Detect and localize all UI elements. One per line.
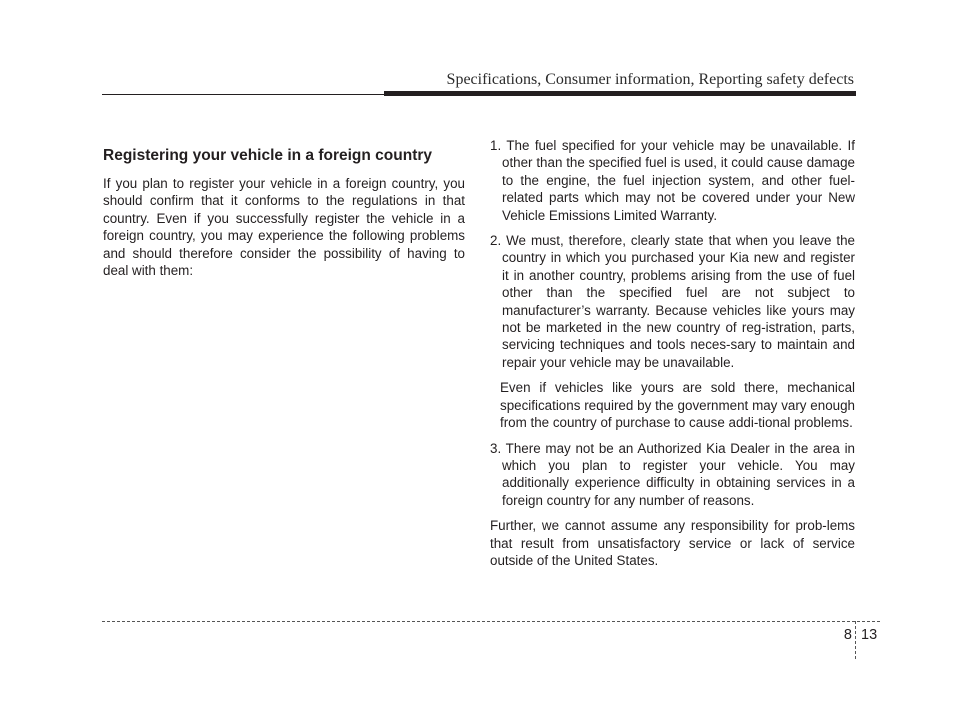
footer-dashed-rule — [102, 621, 880, 622]
list-item-2: 2. We must, therefore, clearly state that when you leave the country in which you purchased your Kia new and register it in another country, problems arising from the use of fuel other than the specified fuel are not subject to manufacturer’s warranty. Because vehicles like yours may not be marketed in the new country of reg-istration, parts, servicing techniques and tools neces-sary to maintain and repair your vehicle may be unavailable. — [490, 233, 855, 370]
section-heading: Registering your vehicle in a foreign country — [103, 147, 433, 164]
footer-dashed-divider — [855, 621, 856, 659]
header-rule-thick — [384, 91, 856, 96]
right-column — [490, 137, 855, 569]
list-item-1: 1. The fuel specified for your vehicle may be unavailable. If other than the specified fuel is used, it could cause damage to the engine, the fuel injection system, and other fuel-related parts which may not be covered under your New Vehicle Emissions Limited Warranty. — [490, 138, 855, 223]
left-column — [103, 147, 465, 279]
header-title: Specifications, Consumer information, Reporting safety defects — [446, 71, 854, 88]
page-number: 13 — [861, 627, 878, 643]
list-item-3: 3. There may not be an Authorized Kia Dealer in the area in which you plan to register your vehicle. You may additionally experience difficulty in obtaining services in a foreign country for any number of reasons. — [490, 440, 855, 508]
intro-paragraph: If you plan to register your vehicle in a foreign country, you should confirm that it conforms to the regulations in that country. Even if you successfully register the vehicle in a foreign country, you may experience the following problems and should therefore consider the possibility of having to deal with them: — [103, 176, 465, 279]
chapter-number: 8 — [843, 627, 852, 643]
closing-paragraph: Further, we cannot assume any responsibility for prob-lems that result from unsatisfactory service or lack of service outside of the United States. — [490, 518, 855, 568]
list-item-2-note: Even if vehicles like yours are sold there, mechanical specifications required by the government may vary enough from the country of purchase to cause addi-tional problems. — [500, 380, 855, 431]
